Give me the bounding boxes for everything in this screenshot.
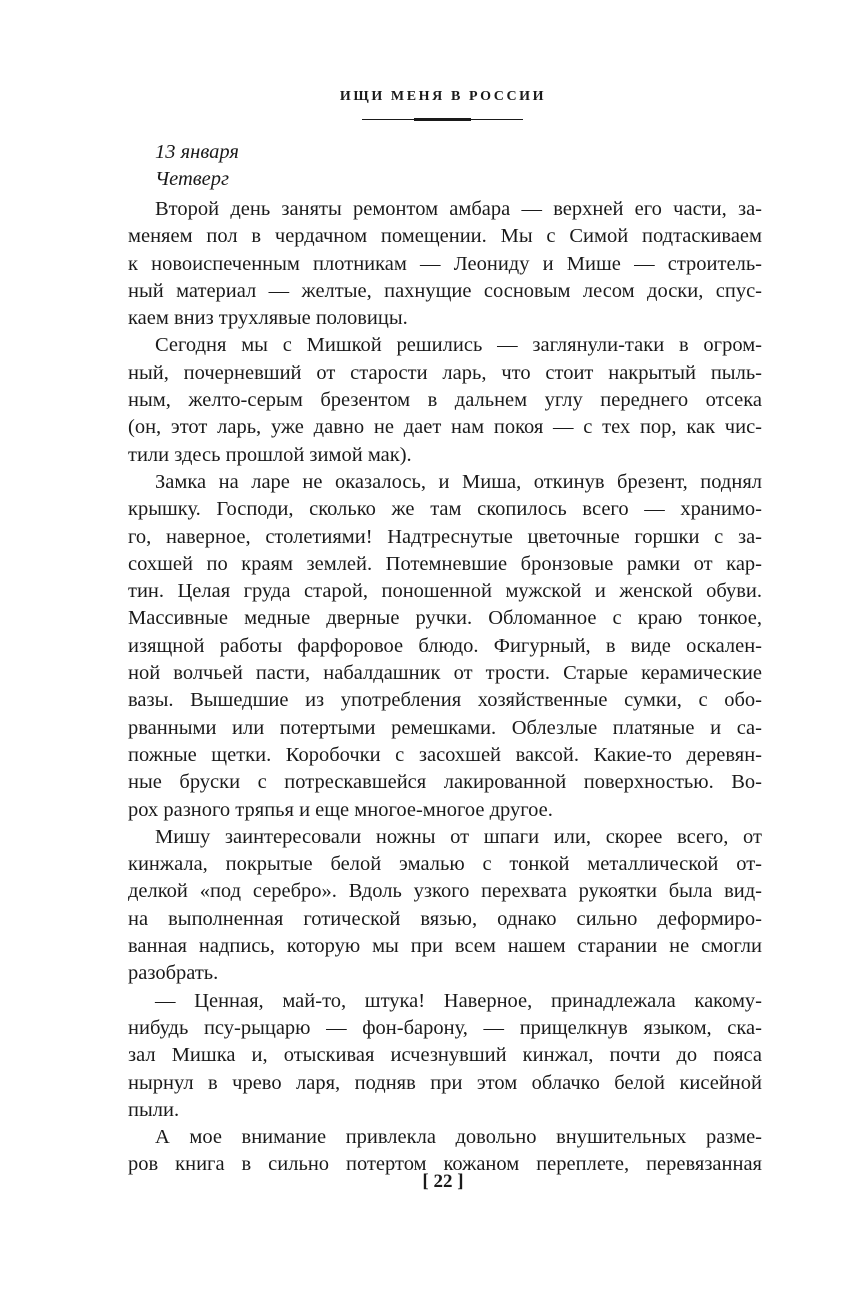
text-line: нибудь псу-рыцарю — фон-барону, — прищелкнув языком, ска-: [128, 1016, 762, 1039]
text-line: пожные щетки. Коробочки с засохшей ваксой. Какие-то деревян-: [128, 743, 762, 766]
text-line: разобрать.: [128, 962, 219, 985]
page-number: [ 22 ]: [422, 1171, 464, 1192]
paragraph: [128, 824, 762, 988]
text-line: ным, желто-серым брезентом в дальнем углу переднего отсека: [128, 389, 762, 412]
text-line: нырнул в чрево ларя, подняв при этом облачко белой кисейной: [128, 1071, 762, 1094]
text-line: кинжала, покрытые белой эмалью с тонкой металлической от-: [128, 853, 762, 876]
text-line: сохшей по краям землей. Потемневшие бронзовые рамки от кар-: [128, 552, 762, 575]
text-line: ров книга в сильно потертом кожаном переплете, перевязанная: [128, 1153, 762, 1176]
header-rule-accent: [414, 118, 471, 121]
text-line: ной волчьей пасти, набалдашник от трости. Старые керамические: [128, 662, 762, 685]
text-line: Второй день заняты ремонтом амбара — верхней его части, за-: [155, 198, 762, 220]
text-line: (он, этот ларь, уже давно не дает нам покоя — с тех пор, как чис-: [128, 416, 762, 439]
text-line: ные бруски с потрескавшейся лакированной поверхностью. Во-: [128, 771, 762, 794]
text-line: ный, почерневший от старости ларь, что стоит накрытый пыль-: [128, 361, 762, 384]
paragraph: [128, 988, 762, 1124]
text-line: крышку. Господи, сколько же там скопилось всего — хранимо-: [128, 498, 762, 521]
text-line: каем вниз трухлявые половицы.: [128, 307, 408, 330]
text-line: ванная надпись, которую мы при всем нашем старании не смогли: [128, 935, 762, 958]
text-line: меняем пол в чердачном помещении. Мы с Симой подтаскиваем: [128, 225, 762, 248]
text-line: на выполненная готической вязью, однако сильно деформиро-: [128, 907, 762, 930]
text-line: Сегодня мы с Мишкой решились — заглянули-таки в огром-: [155, 334, 762, 357]
text-line: пыли.: [128, 1098, 180, 1121]
text-line: Мишу заинтересовали ножны от шпаги или, скорее всего, от: [155, 825, 762, 848]
text-line: зал Мишка и, отыскивая исчезнувший кинжал, почти до пояса: [128, 1044, 762, 1067]
text-line: рох разного тряпья и еще многое-многое другое.: [128, 798, 553, 821]
text-line: изящной работы фарфоровое блюдо. Фигурный, в виде оскален-: [128, 634, 762, 657]
text-line: рванными или потертыми ремешками. Облезлые платяные и са-: [128, 716, 762, 739]
running-header: ИЩИ МЕНЯ В РОССИИ: [339, 89, 547, 104]
text-line: тин. Целая груда старой, поношенной мужской и женской обуви.: [128, 580, 762, 603]
text-line: вазы. Вышедшие из употребления хозяйственные сумки, с обо-: [128, 689, 762, 712]
diary-entry-heading: [155, 139, 239, 193]
text-line: делкой «под серебро». Вдоль узкого перехвата рукоятки была вид-: [128, 880, 762, 903]
paragraph: [128, 469, 762, 824]
text-line: — Ценная, май-то, штука! Наверное, принадлежала какому-: [155, 989, 762, 1012]
text-line: Замка на ларе не оказалось, и Миша, откинув брезент, поднял: [155, 470, 762, 493]
text-line: к новоиспеченным плотникам — Леониду и Мише — строитель-: [128, 252, 762, 275]
paragraph: [128, 196, 762, 332]
text-line: го, наверное, столетиями! Надтреснутые цветочные горшки с за-: [128, 525, 762, 548]
text-line: ный материал — желтые, пахнущие сосновым лесом доски, спус-: [128, 279, 762, 302]
body-text: [128, 196, 762, 1179]
entry-date: 13 января: [155, 141, 239, 163]
text-line: тили здесь прошлой зимой мак).: [128, 443, 412, 466]
text-line: Массивные медные дверные ручки. Обломанное с краю тонкое,: [128, 607, 762, 630]
text-line: А мое внимание привлекла довольно внушительных разме-: [155, 1126, 762, 1149]
paragraph: [128, 332, 762, 468]
entry-weekday: Четверг: [155, 168, 230, 190]
